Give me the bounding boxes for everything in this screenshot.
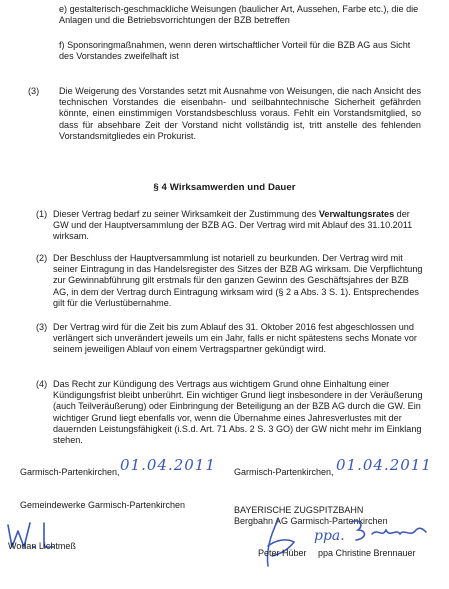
s4-p3 [53,322,425,356]
s4-p4-number: (4) [36,379,48,389]
right-signer2: ppa Christine Brennauer [318,548,416,558]
section-heading: § 4 Wirksamwerden und Dauer [153,182,296,193]
right-org2: Bergbahn AG Garmisch-Partenkirchen [234,516,388,526]
right-signature-mark-1 [250,516,310,570]
s4-p1-bold: Verwaltungsrates [318,209,395,219]
list-item-f-text: f) Sponsoringmaßnahmen, wenn deren wirtschaftlicher Vorteil für die BZB AG aus Sicht des Vorstandes zweifelhaft ist [59,40,411,62]
para3-text: Die Weigerung des Vorstandes setzt mit Ausnahme von Weisungen, die nach Ansicht des technischen Vorstandes die eisenbahn- und seilbahntechnische Sicherheit gefährden könnte, einen einstimmigen Vorstandsbeschluss voraus. Fehlt ein Vorstandsmitglied, so dass für absehbare Zeit der Vorstand nicht vollständig ist, tritt anstelle des fehlenden Vorstandsmitgliedes ein Prokurist. [59,86,421,141]
right-signature-mark-2 [346,516,430,548]
list-item-f [59,40,421,62]
s4-p2-text: Der Beschluss der Hauptversammlung ist notariell zu beurkunden. Der Vertrag wird mit seiner Eintragung in das Handelsregister des Sitzes der BZB AG wirksam. Die Verpflichtung zur Gewinnabführung gilt erstmals für den ganzen Gewinn des Geschäftsjahres der BZB AG, in dem der Vertrag durch Eintragung wirksam wird (§ 2 a Abs. 3 S. 1). Entsprechendes gilt für die Verlustübernahme. [53,253,423,308]
left-date: 01.04.2011 [120,456,216,474]
s4-p1-pre: Dieser Vertrag bedarf zu seiner Wirksamkeit der Zustimmung des [53,209,319,219]
s4-p1-text [53,209,425,243]
left-signer: Wodan Lichtmeß [8,541,76,551]
right-signer1: Peter Hüber [258,548,307,558]
left-org: Gemeindewerke Garmisch-Partenkirchen [20,500,186,510]
para3-number: (3) [28,86,40,96]
s4-p1-number: (1) [36,209,48,219]
right-hand-ppa: ppa. [314,528,345,544]
list-item-e [59,4,421,26]
para3 [59,86,421,142]
s4-p2-number: (2) [36,253,48,263]
s4-p1 [53,209,425,243]
s4-p4 [53,379,425,446]
s4-p2 [53,253,425,309]
list-item-e-text: e) gestalterisch-geschmackliche Weisungen (baulicher Art, Aussehen, Farbe etc.), die die Anlagen und die Betriebsvorrichtungen der BZB betreffen [59,4,419,26]
right-org1: BAYERISCHE ZUGSPITZBAHN [234,505,364,515]
s4-p3-text: Der Vertrag wird für die Zeit bis zum Ablauf des 31. Oktober 2016 fest abgeschlossen und verlängert sich unverändert jeweils um ein Jahr, falls er nicht spätestens sechs Monate vor seinem jeweiligen Ablauf von einem Vertragspartner gekündigt wird. [53,322,417,355]
left-place: Garmisch-Partenkirchen, [20,467,120,477]
right-date: 01.04.2011 [336,456,432,474]
right-place: Garmisch-Partenkirchen, [234,467,334,477]
s4-p4-text: Das Recht zur Kündigung des Vertrags aus wichtigem Grund ohne Einhaltung einer Kündigungsfrist bleibt unberührt. Ein wichtiger Grund liegt insbesondere in der Veräußerung (auch Teilveräußerung) oder Einbringung der Beteiligung an der BZB AG durch die GW. Ein wichtiger Grund liegt ebenfalls vor, wenn die Übernahme eines Jahresverlustes mit der dauernden Leistungsfähigkeit (i.S.d. Art. 71 Abs. 2 S. 3 GO) der GW nicht mehr im Einklang stehen. [53,379,423,446]
s4-p3-number: (3) [36,322,48,332]
s4-p1-post: der GW und der Hauptversammlung der BZB AG. Der Vertrag wird mit Ablauf des 31.10.2011 wirksam. [53,209,413,242]
